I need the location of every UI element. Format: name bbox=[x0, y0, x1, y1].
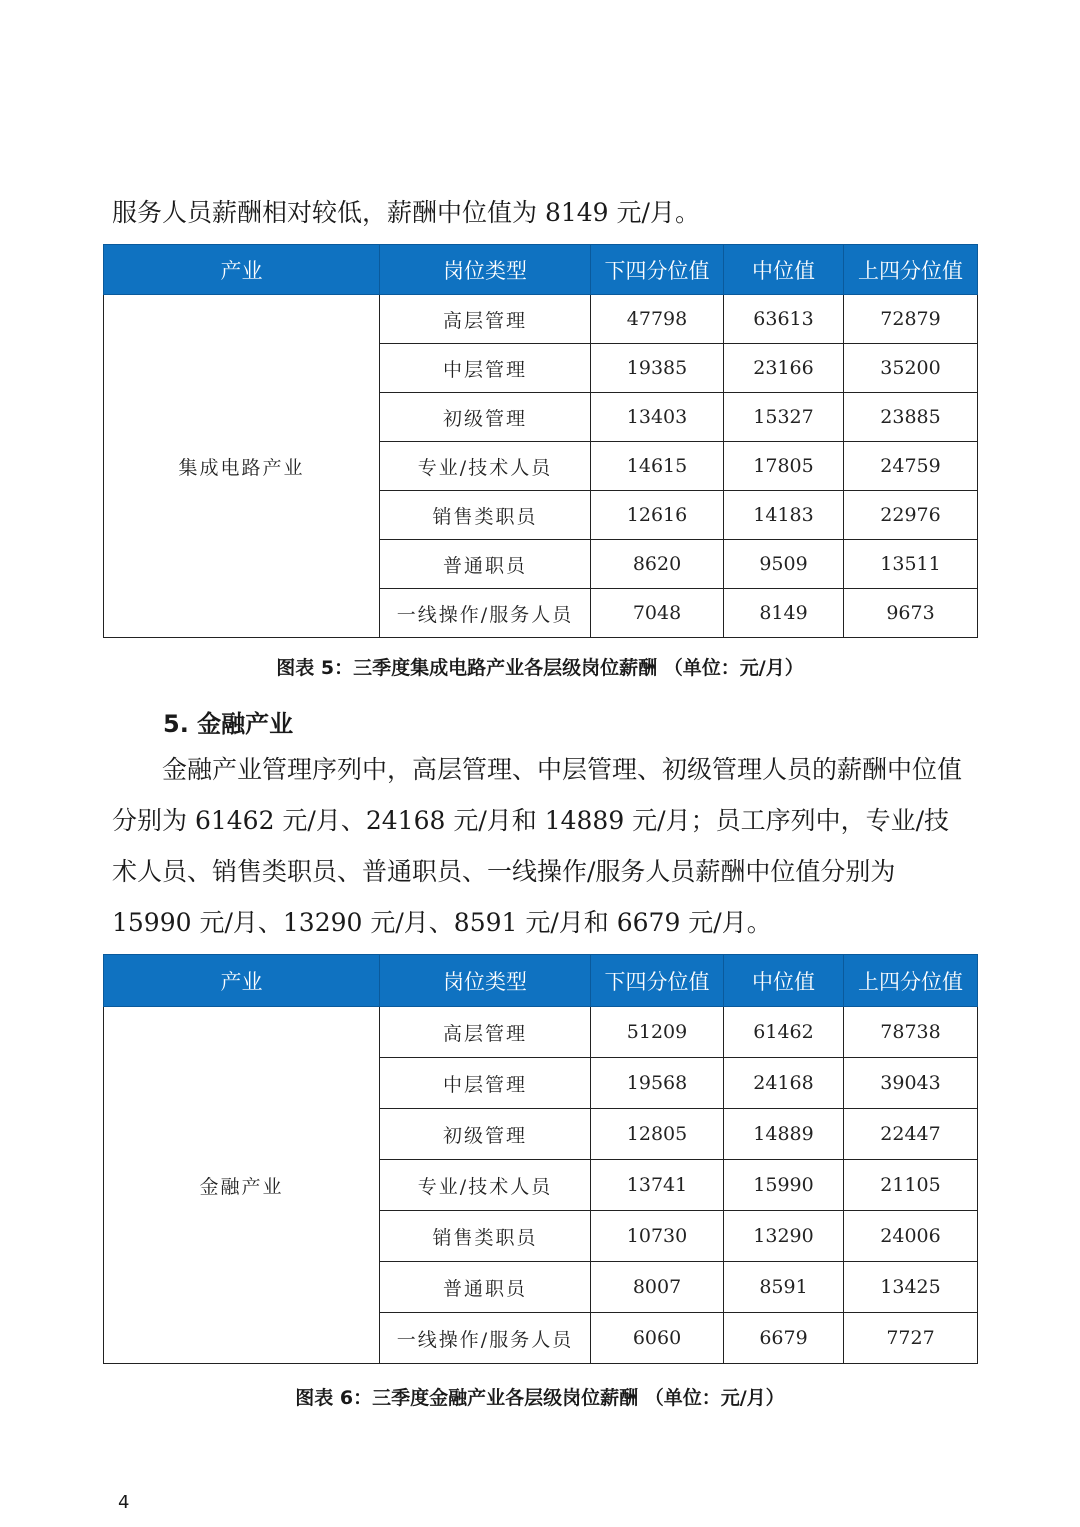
upper-quartile-cell: 22976 bbox=[844, 491, 978, 540]
role-cell: 中层管理 bbox=[380, 344, 591, 393]
median-cell: 8591 bbox=[724, 1262, 844, 1313]
intro-line: 服务人员薪酬相对较低，薪酬中位值为 8149 元/月。 bbox=[112, 198, 700, 227]
lower-quartile-cell: 14615 bbox=[591, 442, 724, 491]
table-caption-6: 图表 6：三季度金融产业各层级岗位薪酬 （单位：元/月） bbox=[295, 1387, 785, 1409]
upper-quartile-cell: 7727 bbox=[844, 1313, 978, 1364]
lower-quartile-cell: 12616 bbox=[591, 491, 724, 540]
median-cell: 61462 bbox=[724, 1007, 844, 1058]
table-header-row bbox=[104, 955, 978, 1007]
role-cell: 专业/技术人员 bbox=[380, 442, 591, 491]
finance-paragraph: 金融产业管理序列中，高层管理、中层管理、初级管理人员的薪酬中位值分别为 61462 元/月、24168 元/月和 14889 元/月；员工序列中，专业/技术人员、销售类职员、普通职员、一线操作/服务人员薪酬中位值分别为 15990 元/月、13290 元/月、8591 元/月和 6679 元/月。 bbox=[112, 755, 963, 937]
header-median: 中位值 bbox=[724, 955, 844, 1007]
table-row bbox=[104, 295, 978, 344]
upper-quartile-cell: 13425 bbox=[844, 1262, 978, 1313]
role-cell: 销售类职员 bbox=[380, 491, 591, 540]
lower-quartile-cell: 6060 bbox=[591, 1313, 724, 1364]
header-industry: 产业 bbox=[104, 955, 380, 1007]
role-cell: 一线操作/服务人员 bbox=[380, 1313, 591, 1364]
median-cell: 6679 bbox=[724, 1313, 844, 1364]
median-cell: 13290 bbox=[724, 1211, 844, 1262]
upper-quartile-cell: 78738 bbox=[844, 1007, 978, 1058]
median-cell: 15327 bbox=[724, 393, 844, 442]
lower-quartile-cell: 19568 bbox=[591, 1058, 724, 1109]
lower-quartile-cell: 7048 bbox=[591, 589, 724, 638]
role-cell: 普通职员 bbox=[380, 1262, 591, 1313]
page-number: 4 bbox=[118, 1492, 130, 1513]
header-role-type: 岗位类型 bbox=[380, 245, 591, 295]
upper-quartile-cell: 35200 bbox=[844, 344, 978, 393]
upper-quartile-cell: 39043 bbox=[844, 1058, 978, 1109]
lower-quartile-cell: 12805 bbox=[591, 1109, 724, 1160]
industry-cell: 集成电路产业 bbox=[104, 295, 380, 638]
section-heading: 5. 金融产业 bbox=[163, 710, 294, 738]
median-cell: 14889 bbox=[724, 1109, 844, 1160]
median-cell: 63613 bbox=[724, 295, 844, 344]
lower-quartile-cell: 13403 bbox=[591, 393, 724, 442]
median-cell: 9509 bbox=[724, 540, 844, 589]
lower-quartile-cell: 8007 bbox=[591, 1262, 724, 1313]
median-cell: 17805 bbox=[724, 442, 844, 491]
median-cell: 24168 bbox=[724, 1058, 844, 1109]
industry-cell: 金融产业 bbox=[104, 1007, 380, 1364]
role-cell: 初级管理 bbox=[380, 1109, 591, 1160]
upper-quartile-cell: 23885 bbox=[844, 393, 978, 442]
salary-table-finance bbox=[103, 954, 978, 1364]
upper-quartile-cell: 24006 bbox=[844, 1211, 978, 1262]
upper-quartile-cell: 21105 bbox=[844, 1160, 978, 1211]
header-industry: 产业 bbox=[104, 245, 380, 295]
role-cell: 高层管理 bbox=[380, 295, 591, 344]
header-median: 中位值 bbox=[724, 245, 844, 295]
median-cell: 14183 bbox=[724, 491, 844, 540]
upper-quartile-cell: 13511 bbox=[844, 540, 978, 589]
header-upper-quartile: 上四分位值 bbox=[844, 955, 978, 1007]
lower-quartile-cell: 19385 bbox=[591, 344, 724, 393]
upper-quartile-cell: 24759 bbox=[844, 442, 978, 491]
lower-quartile-cell: 10730 bbox=[591, 1211, 724, 1262]
lower-quartile-cell: 8620 bbox=[591, 540, 724, 589]
lower-quartile-cell: 51209 bbox=[591, 1007, 724, 1058]
role-cell: 专业/技术人员 bbox=[380, 1160, 591, 1211]
role-cell: 一线操作/服务人员 bbox=[380, 589, 591, 638]
role-cell: 销售类职员 bbox=[380, 1211, 591, 1262]
header-lower-quartile: 下四分位值 bbox=[591, 245, 724, 295]
header-lower-quartile: 下四分位值 bbox=[591, 955, 724, 1007]
median-cell: 15990 bbox=[724, 1160, 844, 1211]
table-row bbox=[104, 1007, 978, 1058]
table-caption-5: 图表 5：三季度集成电路产业各层级岗位薪酬 （单位：元/月） bbox=[276, 657, 804, 679]
upper-quartile-cell: 9673 bbox=[844, 589, 978, 638]
role-cell: 中层管理 bbox=[380, 1058, 591, 1109]
role-cell: 高层管理 bbox=[380, 1007, 591, 1058]
table-header-row bbox=[104, 245, 978, 295]
median-cell: 23166 bbox=[724, 344, 844, 393]
role-cell: 初级管理 bbox=[380, 393, 591, 442]
lower-quartile-cell: 13741 bbox=[591, 1160, 724, 1211]
upper-quartile-cell: 72879 bbox=[844, 295, 978, 344]
upper-quartile-cell: 22447 bbox=[844, 1109, 978, 1160]
lower-quartile-cell: 47798 bbox=[591, 295, 724, 344]
header-upper-quartile: 上四分位值 bbox=[844, 245, 978, 295]
header-role-type: 岗位类型 bbox=[380, 955, 591, 1007]
salary-table-ic bbox=[103, 244, 978, 638]
median-cell: 8149 bbox=[724, 589, 844, 638]
role-cell: 普通职员 bbox=[380, 540, 591, 589]
